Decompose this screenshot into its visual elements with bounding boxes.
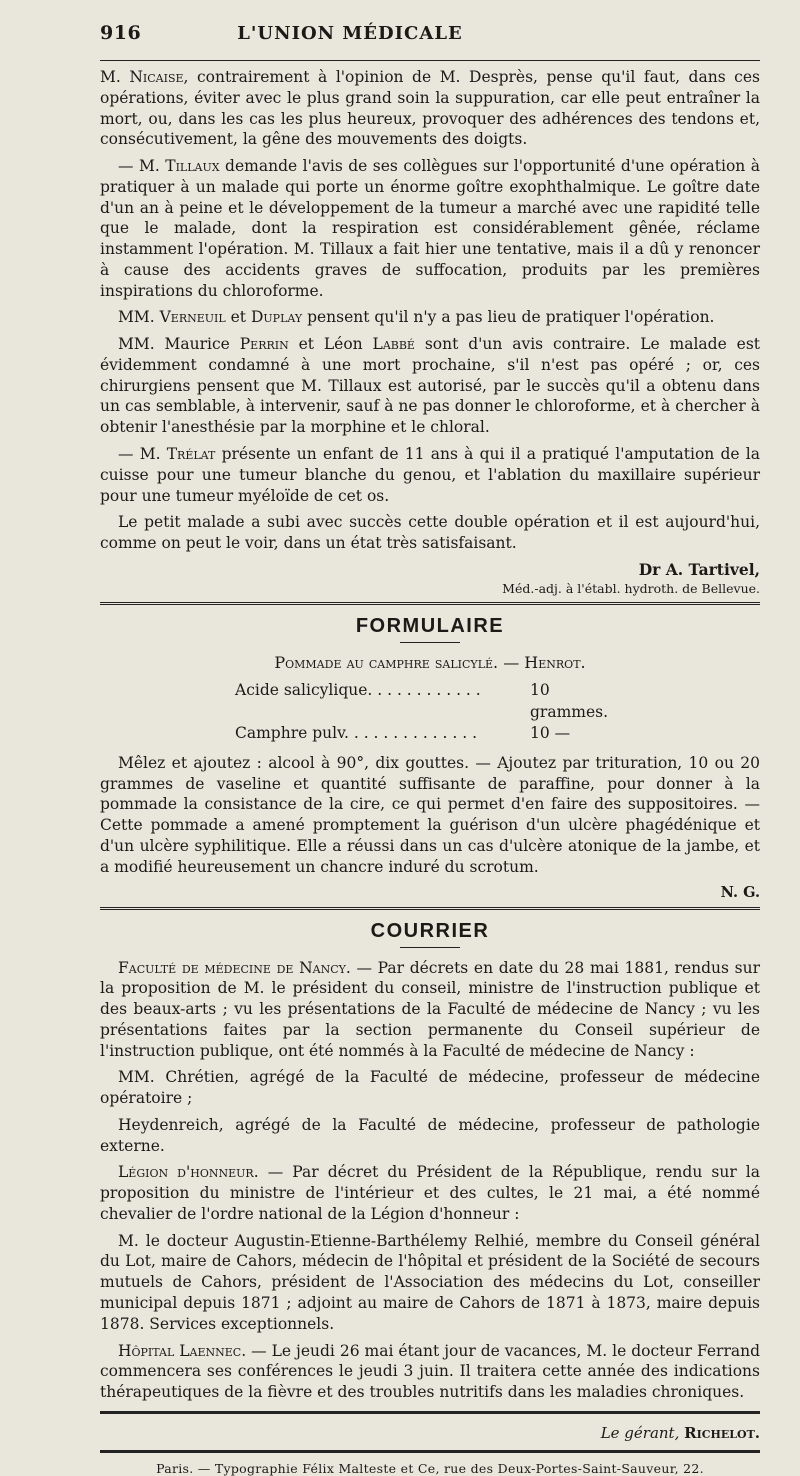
paragraph-nancy: Faculté de médecine de Nancy. — Par décrets en date du 28 mai 1881, rendus sur la proposition de M. le président du conseil, ministre de l'instruction publique et des beaux-arts ; vu les présentations de la Faculté de médecine de Nancy ; vu les présentations faites par la section permanente du Conseil supérieur de l'instruction publique, ont été nommés à la Faculté de médecine de Nancy : [100, 958, 760, 1060]
recipe-initials: N. G. [720, 883, 760, 901]
page-header [100, 22, 760, 44]
legion-recipient: M. le docteur Augustin-Etienne-Barthélemy Relhié, membre du Conseil général du Lot, maire de Cahors, médecin de l'hôpital et président de la Société de secours mutuels de Cahors, président de l'Association des médecins du Lot, conseiller municipal depuis 1871 ; adjoint au maire de Cahors de 1871 à 1873, maire depuis 1878. Services exceptionnels. [100, 1231, 760, 1333]
author-title: Méd.-adj. à l'établ. hydroth. de Bellevue. [502, 580, 760, 596]
paragraph-perrin-labbe: MM. Maurice Perrin et Léon Labbé sont d'un avis contraire. Le malade est évidemment condamné à une mort prochaine, s'il n'est pas opéré ; or, ces chirurgiens pensent que M. Tillaux est autorisé, par le succès qu'il a obtenu dans un cas semblable, à intervenir, sauf à ne pas donner le chloroforme, et à chercher à obtenir l'anesthésie par la morphine et le chloral. [100, 335, 760, 437]
paragraph-laennec: Hôpital Laennec. — Le jeudi 26 mai étant jour de vacances, M. le docteur Ferrand commencera ses conférences le jeudi 3 juin. Il traitera cette année des indications thérapeutiques de la fièvre et des troubles nutritifs dans les maladies chroniques. [100, 1341, 761, 1402]
nancy-appointment-1: MM. Chrétien, agrégé de la Faculté de médecine, professeur de médecine opératoire ; [100, 1068, 760, 1108]
recipe-instructions: Mêlez et ajoutez : alcool à 90°, dix gouttes. — Ajoutez par trituration, 10 ou 20 grammes de vaseline et quantité suffisante de paraffine, pour donner à la pommade la consistance de la cire, ce qui permet d'en faire des suppositoires. — Cette pommade a amené promptement la guérison d'un ulcère phagédénique et d'un ulcère syphilitique. Elle a réussi dans un cas d'ulcère atonique de la jambe, et a modifié heureusement un chancre induré du scrotum. [100, 753, 760, 876]
header-rule [100, 60, 760, 61]
author-signature: Dr A. Tartivel, [638, 559, 760, 579]
section-divider [100, 907, 760, 910]
recipe-ingredients [235, 680, 625, 745]
footer-rule [100, 1450, 760, 1453]
nancy-appointment-2: Heydenreich, agrégé de la Faculté de médecine, professeur de pathologie externe. [100, 1115, 760, 1155]
name-tillaux: Tillaux [165, 157, 220, 176]
courrier-underline [400, 947, 460, 948]
recipe-title: Pommade au camphre salicylé. — Henrot. [274, 652, 586, 672]
paragraph-tillaux: — M. Tillaux demande l'avis de ses collègues sur l'opportunité d'une opération à pratiquer à un malade qui porte un énorme goître exophthalmique. Le goître date d'un an à peine et le développement de la tumeur a marché avec une rapidité telle que le malade, dont la respiration est considérablement gênée, réclame instamment l'opération. M. Tillaux a fait hier une tentative, mais il a dû y renoncer à cause des accidents graves de suffocation, produits par les premières inspirations du chloroforme. [100, 157, 761, 300]
paragraph-legion: Légion d'honneur. — Par décret du Président de la République, rendu sur la proposition du ministre de l'intérieur et des cultes, le 21 mai, a été nommé chevalier de l'ordre national de la Légion d'honneur : [100, 1163, 761, 1223]
paragraph-conclusion: Le petit malade a subi avec succès cette double opération et il est aujourd'hui, comme on peut le voir, dans un état très satisfaisant. [100, 513, 760, 553]
closing-rule [100, 1411, 760, 1414]
courrier-heading: COURRIER [370, 919, 490, 942]
ingredient-row: Camphre pulv. . . . . . . . . . . . . . 10 — [235, 724, 571, 743]
ingredient-row: Acide salicylique. . . . . . . . . . . . 10 grammes. [235, 680, 609, 721]
journal-title: L'UNION MÉDICALE [237, 23, 463, 44]
section-divider [100, 602, 760, 605]
formulaire-heading: FORMULAIRE [355, 614, 505, 637]
name-nicaise: Nicaise [129, 68, 184, 86]
formulaire-underline [400, 642, 460, 643]
paragraph-trelat: — M. Trélat présente un enfant de 11 ans à qui il a pratiqué l'amputation de la cuisse pour une tumeur blanche du genou, et l'ablation du maxillaire supérieur pour une tumeur myéloïde de cet os. [100, 445, 760, 505]
gerant-signature: Le gérant, Richelot. [600, 1423, 760, 1442]
paragraph-verneuil-duplay: MM. Verneuil et Duplay pensent qu'il n'y a pas lieu de pratiquer l'opération. [118, 308, 715, 327]
page-number: 916 [100, 22, 142, 44]
printer-imprint: Paris. — Typographie Félix Malteste et Ce, rue des Deux-Portes-Saint-Sauveur, 22. [156, 1460, 704, 1476]
paragraph-nicaise: M. Nicaise, contrairement à l'opinion de M. Desprès, pense qu'il faut, dans ces opérations, éviter avec le plus grand soin la suppuration, car elle peut entraîner la mort, ou, dans les cas les plus heureux, provoquer des adhérences des tendons et, consécutivement, la gêne des mouvements des doigts. [100, 68, 760, 149]
